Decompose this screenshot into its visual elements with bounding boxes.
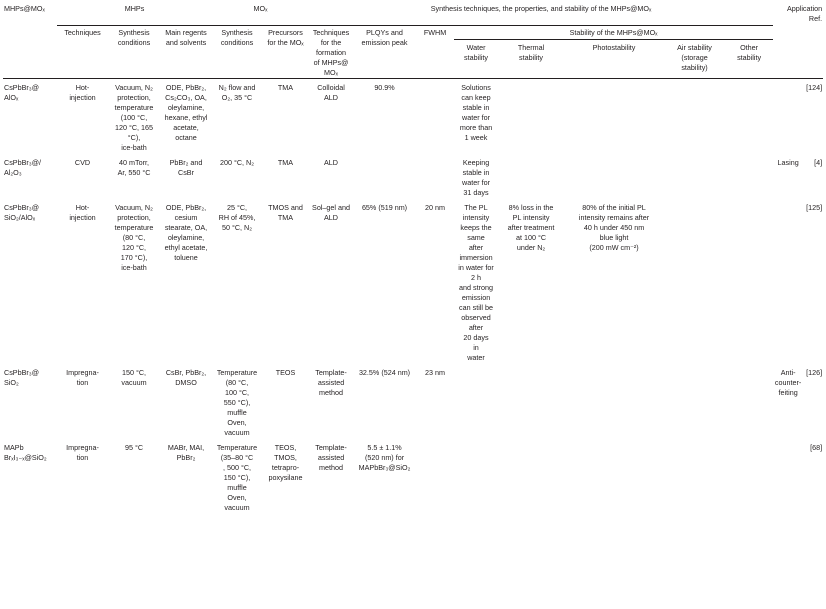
cell-technique: Impregna- tion <box>66 367 99 387</box>
cell-plqy: 5.5 ± 1.1% (520 nm) for MAPbBr₃@SiO₂ <box>358 442 411 472</box>
header-techniques: Techniques <box>57 25 108 78</box>
cell-thermal <box>498 441 564 516</box>
header-blank-ref <box>803 25 823 78</box>
cell-ref: [124] <box>806 82 823 92</box>
cell-technique: Hot- injection <box>69 202 96 222</box>
cell-water <box>454 441 498 516</box>
table-header <box>3 4 823 78</box>
cell-ref: [68] <box>810 442 823 452</box>
cell-other <box>725 366 773 441</box>
cell-water: The PL intensity keeps the same after immersion in water for 2 h and strong emission can still be observed after 20 days in water <box>458 202 494 362</box>
cell-ref: [4] <box>814 157 823 167</box>
cell-air <box>664 156 725 201</box>
cell-technique: CVD <box>74 157 91 167</box>
cell-application <box>773 78 803 156</box>
cell-fwhm <box>416 78 454 156</box>
cell-application <box>773 201 803 366</box>
cell-air <box>664 78 725 156</box>
cell-fwhm <box>416 156 454 201</box>
cell-application <box>773 441 803 516</box>
cell-ref: [125] <box>806 202 823 212</box>
cell-fwhm <box>416 441 454 516</box>
table-row <box>3 366 823 441</box>
cell-formation: Template- assisted method <box>315 442 347 472</box>
cell-regents: ODE, PbBr₂, cesium stearate, OA, oleylamine, ethyl acetate, toluene <box>164 202 208 262</box>
header-sub-row <box>3 25 823 39</box>
cell-other <box>725 201 773 366</box>
header-precursors: Precursors for the MOₓ <box>262 25 309 78</box>
table-row <box>3 78 823 156</box>
cell-mhp: CsPbBr₃@ SiO₂/AlOₓ <box>4 202 39 222</box>
cell-mox-synthesis: Temperature (35–80 °C , 500 °C, 150 °C), muffle Oven, vacuum <box>216 442 258 512</box>
cell-mox-synthesis: 25 °C, RH of 45%, 50 °C, N₂ <box>218 202 256 232</box>
cell-photo <box>564 441 664 516</box>
cell-precursor: TEOS <box>275 367 296 377</box>
cell-regents: MABr, MAI, PbBr₂ <box>167 442 205 462</box>
header-fwhm: FWHM <box>416 25 454 78</box>
header-blank-app <box>773 25 803 78</box>
cell-synthesis: 40 mTorr, Ar, 550 °C <box>117 157 151 177</box>
cell-ref: [126] <box>806 367 823 377</box>
cell-other <box>725 156 773 201</box>
cell-mhp: CsPbBr₃@ AlOₓ <box>4 82 39 102</box>
cell-mhp: MAPb BrₓI₃₋ₓ@SiO₂ <box>4 442 47 462</box>
cell-precursor: TMA <box>277 157 294 167</box>
cell-water: Keeping stable in water for 31 days <box>462 157 490 197</box>
header-synthesis-conditions: Synthesis conditions <box>108 25 160 78</box>
cell-thermal <box>498 156 564 201</box>
header-photostability: Photostability <box>564 39 664 78</box>
cell-regents: CsBr, PbBr₂, DMSO <box>165 367 207 387</box>
cell-plqy: 90.9% <box>374 82 395 92</box>
cell-application: Anti- counter- feiting <box>774 367 802 397</box>
cell-formation: Template- assisted method <box>315 367 347 397</box>
header-group-synthesis: Synthesis techniques, the properties, and stability of the MHPs@MOₓ <box>309 4 773 25</box>
cell-regents: ODE, PbBr₂, Cs₂CO₃, OA, oleylamine, hexane, ethyl acetate, octane <box>164 82 208 142</box>
cell-synthesis: 150 °C, vacuum <box>121 367 147 387</box>
cell-technique: Impregna- tion <box>66 442 99 462</box>
cell-plqy: 65% (519 nm) <box>361 202 408 212</box>
cell-formation: Colloidal ALD <box>317 82 345 102</box>
cell-fwhm: 20 nm <box>425 202 445 212</box>
header-mox-synthesis-conditions: Synthesis conditions <box>212 25 262 78</box>
header-plqy: PLQYs and emission peak <box>353 25 416 78</box>
cell-synthesis: Vacuum, N₂ protection, temperature (80 °C, 120 °C, 170 °C), ice-bath <box>114 202 154 272</box>
cell-plqy: 32.5% (524 nm) <box>358 367 411 377</box>
table-body <box>3 78 823 516</box>
cell-water: Solutions can keep stable in water for more than 1 week <box>459 82 493 142</box>
cell-air <box>664 366 725 441</box>
cell-precursor: TMOS and TMA <box>268 202 303 222</box>
header-stability-group: Stability of the MHPs@MOₓ <box>454 25 773 39</box>
cell-synthesis: 95 °C <box>124 442 144 452</box>
table-row <box>3 441 823 516</box>
cell-application: Lasing <box>777 157 799 167</box>
cell-mox-synthesis: N₂ flow and O₂, 35 °C <box>218 82 256 102</box>
header-other-stability: Other stability <box>725 39 773 78</box>
cell-air <box>664 441 725 516</box>
table-row <box>3 156 823 201</box>
cell-precursor: TEOS, TMOS, tetrapro- poxysilane <box>268 442 303 482</box>
cell-formation: ALD <box>324 157 338 167</box>
cell-other <box>725 78 773 156</box>
cell-mox-synthesis: 200 °C, N₂ <box>220 157 255 167</box>
cell-precursor: TMA <box>277 82 294 92</box>
cell-air <box>664 201 725 366</box>
cell-thermal: 8% loss in the PL intensity after treatment at 100 °C under N₂ <box>507 202 555 252</box>
header-application-ref: Application Ref. <box>786 4 823 23</box>
cell-photo <box>564 78 664 156</box>
cell-photo <box>564 156 664 201</box>
cell-technique: Hot- injection <box>69 82 96 102</box>
header-group-mhps: MHPs <box>57 4 212 25</box>
cell-plqy <box>353 156 416 201</box>
header-blank <box>3 25 57 78</box>
header-water-stability: Water stability <box>454 39 498 78</box>
cell-synthesis: Vacuum, N₂ protection, temperature (100 °C, 120 °C, 165 °C), ice-bath <box>114 82 154 152</box>
header-air-stability: Air stability (storage stability) <box>664 39 725 78</box>
mhps-mox-table <box>3 4 823 516</box>
cell-other <box>725 441 773 516</box>
header-mhps-mox: MHPs@MOₓ <box>4 4 45 13</box>
table-row <box>3 201 823 366</box>
cell-thermal <box>498 366 564 441</box>
cell-thermal <box>498 78 564 156</box>
cell-mhp: CsPbBr₃@ SiO₂ <box>4 367 39 387</box>
header-main-regents: Main regents and solvents <box>160 25 212 78</box>
header-techniques-formation: Techniques for the formation of MHPs@ MOₓ <box>309 25 353 78</box>
cell-mhp: CsPbBr₃@/ Al₂O₃ <box>4 157 41 177</box>
header-thermal-stability: Thermal stability <box>498 39 564 78</box>
cell-mox-synthesis: Temperature (80 °C, 100 °C, 550 °C), muffle Oven, vacuum <box>216 367 258 437</box>
header-group-row <box>3 4 823 25</box>
cell-water <box>454 366 498 441</box>
header-group-mox: MOₓ <box>212 4 309 25</box>
cell-fwhm: 23 nm <box>425 367 445 377</box>
cell-regents: PbBr₂ and CsBr <box>169 157 203 177</box>
cell-photo: 80% of the initial PL intensity remains after 40 h under 450 nm blue light (200 mW cm⁻²) <box>578 202 650 252</box>
cell-formation: Sol–gel and ALD <box>312 202 350 222</box>
cell-photo <box>564 366 664 441</box>
